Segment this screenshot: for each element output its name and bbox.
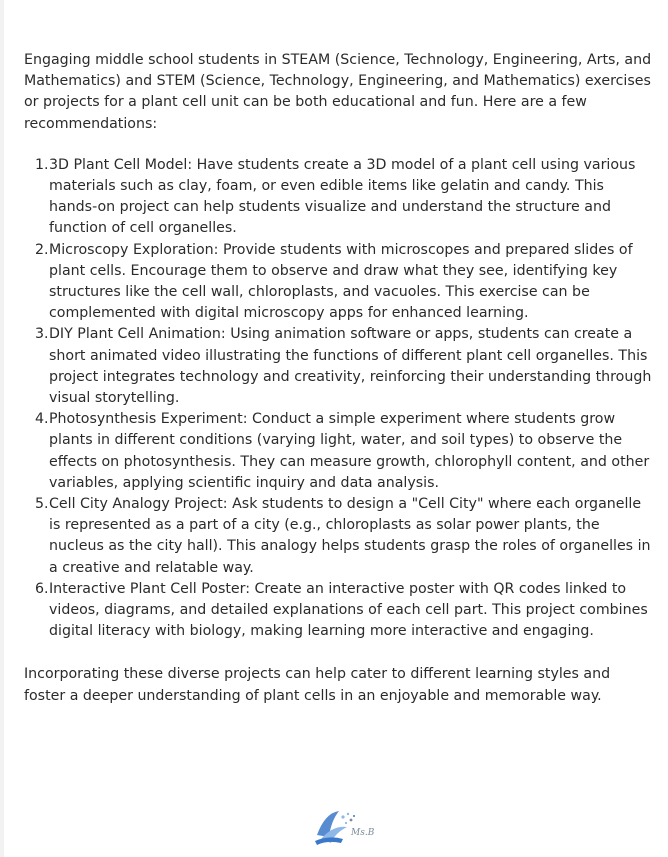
list-item: [35, 324, 654, 409]
list-item-text: 3D Plant Cell Model: Have students create a 3D model of a plant cell using various materials such as clay, foam, or even edible items like gelatin and candy. This hands-on project can help students visualize and understand the structure and function of cell organelles.: [49, 156, 636, 237]
list-item-number: 6.: [35, 580, 49, 597]
closing-paragraph: Incorporating these diverse projects can help cater to different learning styles and foster a deeper understanding of plant cells in an enjoyable and memorable way.: [24, 666, 611, 704]
list-item: [35, 579, 654, 643]
recommendations-list: [24, 155, 654, 643]
list-item-text: DIY Plant Cell Animation: Using animation software or apps, students can create a short animated video illustrating the functions of different plant cell organelles. This project integrates technology and creativity, reinforcing their understanding through visual storytelling.: [49, 326, 652, 407]
list-item-number: 1.: [35, 156, 49, 173]
list-item-number: 3.: [35, 326, 49, 343]
list-item-text: Cell City Analogy Project: Ask students to design a "Cell City" where each organelle is represented as a part of a city (e.g., chloroplasts as solar power plants, the nucleus as the city hall). This analogy helps students grasp the roles of organelles in a creative and relatable way.: [49, 496, 651, 576]
logo-wordmark: Ms.B: [351, 828, 375, 838]
list-item-text: Interactive Plant Cell Poster: Create an interactive poster with QR codes linked to videos, diagrams, and detailed explanations of each cell part. This project combines digital literacy with biology, making learning more interactive and engaging.: [49, 580, 648, 640]
logo-icon: [313, 805, 375, 849]
list-item: [35, 155, 654, 240]
intro-paragraph: Engaging middle school students in STEAM (Science, Technology, Engineering, Arts, and Mathematics) and STEM (Science, Technology, Engineering, and Mathematics) exercises or projects for a plant cell unit can be both educational and fun. Here are a few recommendations:: [24, 52, 652, 132]
document-body: [24, 50, 654, 707]
list-item-number: 5.: [35, 496, 49, 513]
list-item-number: 4.: [35, 411, 49, 428]
list-item: [35, 409, 654, 494]
logo: [313, 805, 375, 849]
list-item-text: Microscopy Exploration: Provide students with microscopes and prepared slides of plant cells. Encourage them to observe and draw what they see, identifying key structures like the cell wall, chloroplasts, and vacuoles. This exercise can be complemented with digital microscopy apps for enhanced learning.: [49, 241, 633, 322]
list-item: [35, 494, 654, 579]
list-item-number: 2.: [35, 241, 49, 258]
list-item: [35, 240, 654, 325]
list-item-text: Photosynthesis Experiment: Conduct a simple experiment where students grow plants in different conditions (varying light, water, and soil types) to observe the effects on photosynthesis. They can measure growth, chlorophyll content, and other variables, applying scientific inquiry and data analysis.: [49, 411, 650, 491]
